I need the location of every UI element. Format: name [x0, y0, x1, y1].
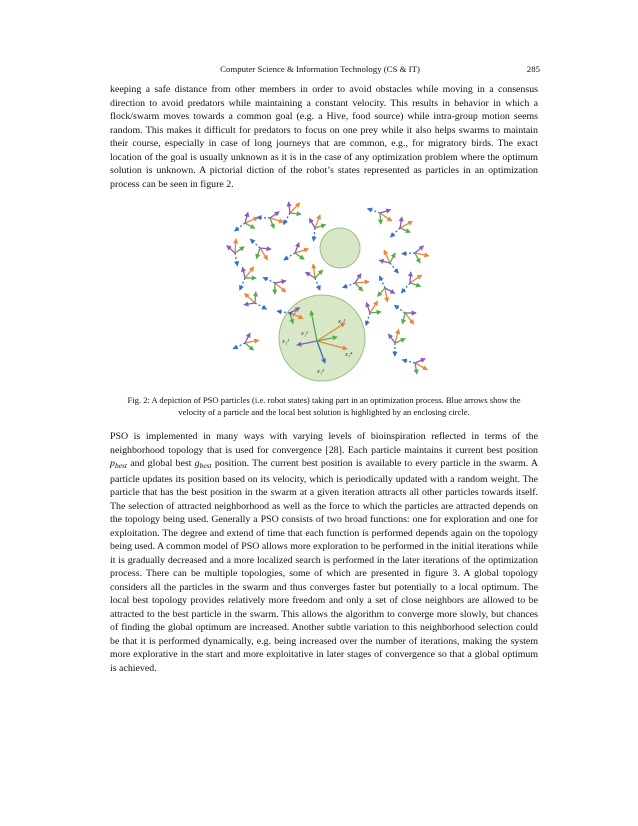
- velocity-arrow: [343, 283, 355, 288]
- local-best-circle-small: [320, 228, 360, 268]
- paragraph2-text-b: and global best: [127, 458, 195, 469]
- particle-vector: [380, 210, 391, 213]
- particle-vector: [415, 359, 425, 363]
- particle-vector: [410, 275, 422, 283]
- particle-vector: [295, 253, 304, 259]
- particle: [284, 243, 308, 260]
- particle-vector: [415, 363, 417, 374]
- particle-vector: [415, 246, 423, 253]
- particle-vector: [410, 283, 421, 286]
- particle: [240, 267, 256, 290]
- particle-vector: [243, 267, 245, 278]
- particle-vector: [410, 272, 411, 283]
- particle: [306, 264, 323, 290]
- particle: [235, 212, 258, 231]
- body-paragraph-2: [110, 430, 538, 675]
- particle-vector: [275, 281, 286, 283]
- particle: [391, 217, 413, 237]
- particle: [244, 292, 266, 309]
- inset-label: x₁¹: [282, 338, 290, 345]
- velocity-arrow: [284, 253, 295, 260]
- velocity-arrow: [402, 360, 415, 363]
- particle-vector: [260, 248, 268, 260]
- inset-label: x₁²: [289, 310, 297, 317]
- particle: [389, 330, 406, 356]
- velocity-arrow: [390, 263, 398, 273]
- particle: [343, 274, 369, 291]
- g-best-symbol: g: [194, 458, 200, 469]
- particle: [402, 272, 422, 293]
- particle-vector: [385, 288, 387, 302]
- particle-vector: [245, 267, 254, 278]
- particle-vector: [403, 313, 405, 324]
- particle: [227, 239, 244, 266]
- pso-particles-figure: [205, 193, 445, 389]
- particle-vector: [355, 283, 363, 291]
- particle-vector: [309, 219, 315, 228]
- particle: [257, 212, 283, 228]
- particle-vector: [380, 213, 392, 221]
- particle-vector: [400, 221, 412, 228]
- particle-vector: [400, 217, 402, 228]
- velocity-arrow: [314, 228, 315, 241]
- pso-diagram: [205, 193, 445, 389]
- velocity-arrow: [240, 278, 245, 290]
- paragraph2-text-a: PSO is implemented in many ways with varying levels of bioinspiration reflected in terms of the neighborhood topology that is used for convergence [28]. Each particle maintains it current best position: [110, 431, 538, 456]
- particle-vector: [270, 212, 279, 218]
- particle-vector: [415, 253, 429, 256]
- velocity-arrow: [380, 276, 385, 288]
- velocity-arrow: [366, 313, 370, 325]
- velocity-arrow: [284, 213, 290, 224]
- velocity-arrow: [263, 277, 275, 283]
- particle-vector: [378, 288, 385, 296]
- velocity-arrow: [402, 253, 415, 254]
- particle-vector: [385, 288, 395, 293]
- particle-vector: [370, 312, 381, 313]
- particle-vector: [245, 294, 255, 303]
- particle-vector: [384, 250, 390, 263]
- particle: [379, 250, 398, 273]
- particle-vector: [227, 246, 235, 253]
- particle-vector: [245, 343, 253, 350]
- particle-vector: [289, 202, 290, 213]
- velocity-arrow: [395, 305, 405, 313]
- particle-vector: [235, 239, 236, 253]
- inset-label: x₁⁴: [345, 351, 353, 358]
- particle: [402, 246, 429, 263]
- page-number: 285: [526, 64, 540, 74]
- velocity-arrow: [233, 343, 245, 349]
- particle: [395, 305, 416, 324]
- velocity-arrow: [235, 253, 237, 266]
- particle-vector: [290, 203, 300, 213]
- p-best-subscript: best: [114, 461, 128, 470]
- particle-vector: [235, 247, 244, 253]
- velocity-arrow: [255, 303, 267, 309]
- particle: [366, 301, 381, 325]
- particle-vector: [255, 292, 256, 303]
- velocity-arrow: [368, 209, 380, 213]
- p-best-symbol: p: [110, 458, 115, 469]
- particle: [368, 209, 392, 224]
- particle: [263, 277, 286, 294]
- particle-vector: [366, 303, 370, 313]
- body-paragraph-1: keeping a safe distance from other members in order to avoid obstacles while moving in a consensus direction to avoid predators while maintaining a constant velocity. This results in behavior in which a flock/swarm moves towards a common goal (e.g. a Hive, food source) while intra-group motion seems random. This makes it difficult for predators to focus on one prey while it also helps swarms to maintain their course, especially in case of long journeys that are common, e.g., for migratory birds. The exact location of the goal is usually unknown as it is in the case of any optimization problem where the optimum solution is unknown. A pictorial diction of the robot’s states represented as particles in an optimization process can be seen in figure 2.: [110, 84, 538, 190]
- particle-vector: [389, 334, 395, 343]
- particle-vector: [315, 270, 323, 278]
- velocity-arrow: [391, 228, 400, 237]
- particle-vector: [245, 340, 259, 343]
- velocity-arrow: [402, 283, 410, 293]
- paragraph2-text-c: position. The current best position is available to every particle in the swarm. A particle updates its position based on its velocity, which is periodically updated with a random weight. The particle that has the best position in the swarm at a given iteration attracts all other particles towards itself. The selection of attracted neighborhood as well as the force to which the particles are attracted depends on the topology being used. Generally a PSO consists of two broad functions: one for exploration and one for exploitation. The degree and extend of time that each function is performed depends again on the topology being used. A common model of PSO allows more exploration to be performed in the initial iterations while it is gradually decreased and a more localized search is performed in the later iterations of the optimization process. There can be multiple topologies, some of which are presented in figure 3. A global topology considers all the particles in the swarm and thus converges faster but potentially to a local optimum. The local best topology provides relatively more freedom and only a set of close neighbors are allowed to be attracted to the best particle in the swarm. This allows the algorithm to converge more slowly, but chances of finding the global optimum are increased. Another subtle variation to this neighborhood selection could be that it is performed dynamically, e.g. being increased over the number of iterations, making the system more explorative in the start and more exploitative in later stages of convergence so that a global optimum is achieved.: [110, 458, 538, 674]
- particle-vector: [290, 213, 301, 214]
- particle-vector: [400, 228, 410, 232]
- inset-label: x₁⁶: [301, 330, 309, 337]
- particle: [284, 202, 301, 224]
- velocity-arrow: [235, 223, 245, 231]
- inset-label: x₁³: [338, 318, 346, 325]
- particle-vector: [380, 213, 381, 224]
- velocity-arrow: [250, 239, 260, 248]
- g-best-subscript: best: [199, 461, 212, 470]
- particle-vector: [256, 248, 260, 258]
- particle-vector: [244, 303, 255, 305]
- velocity-arrow: [315, 278, 320, 290]
- particle: [378, 276, 395, 302]
- particle-vector: [260, 248, 271, 249]
- particle: [233, 333, 258, 350]
- particle-vector: [306, 272, 315, 278]
- inset-label: x₁⁵: [317, 368, 325, 375]
- particle-vector: [370, 301, 378, 313]
- velocity-arrow: [257, 217, 270, 218]
- running-header: Computer Science & Information Technology (CS & IT): [220, 64, 420, 74]
- particle-vector: [405, 313, 414, 324]
- figure-caption: Fig. 2: A depiction of PSO particles (i.e. robot states) taking part in an optimization process. Blue arrows show the velocity of a particle and the local best solution is highlighted by an enclosing circle.: [127, 395, 521, 417]
- particle-vector: [415, 363, 427, 370]
- particle-vector: [275, 283, 286, 292]
- particle-vector: [313, 264, 315, 278]
- particle-vector: [355, 282, 369, 283]
- particle: [250, 239, 271, 260]
- particle-vector: [245, 223, 255, 228]
- particle: [402, 359, 427, 374]
- particle-vector: [390, 253, 395, 263]
- particle-vector: [355, 274, 361, 283]
